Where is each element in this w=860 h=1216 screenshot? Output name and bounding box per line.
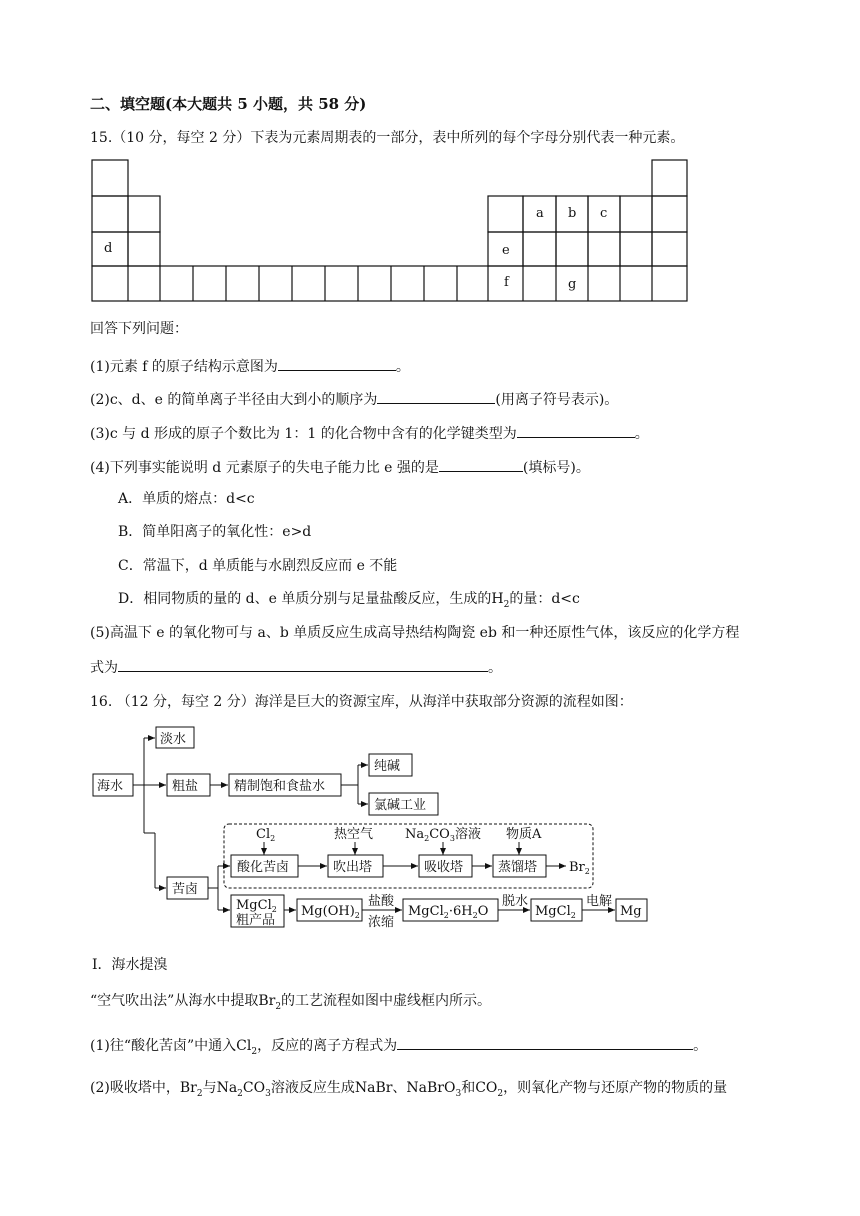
svg-text:Mg(OH)2: $Mg(OH)_2$	[301, 904, 360, 920]
svg-text:Cl2: $Cl_2$	[256, 827, 276, 843]
svg-text:氯碱工业: 氯碱工业	[374, 798, 427, 813]
svg-text:酸化苦卤: 酸化苦卤	[237, 860, 290, 875]
answer-blank[interactable]	[397, 1035, 693, 1050]
svg-text:MgCl2·6H2O: $MgCl_2\cdot 6H_2O$	[408, 904, 489, 920]
svg-text:粗产品: 粗产品	[236, 913, 276, 928]
q15-part4: (4)下列事实能说明 d 元素原子的失电子能力比 e 强的是 (填标号)。	[90, 457, 590, 477]
seawater-flow-diagram	[0, 718, 860, 938]
q16-question1: (1)往“酸化苦卤”中通入$Cl_2$，反应的离子方程式为 。	[90, 1035, 707, 1061]
answer-blank[interactable]	[377, 389, 495, 404]
answer-blank[interactable]	[439, 457, 523, 472]
svg-text:Mg: Mg	[620, 904, 642, 919]
answer-blank[interactable]	[278, 356, 396, 371]
q15-option-d: D．相同物质的量的 d、e 单质分别与足量盐酸反应，生成的$H_2$的量：d<c	[118, 591, 580, 610]
cell-d: d	[104, 241, 113, 256]
cell-f: f	[504, 275, 509, 290]
q15-option-b: B．简单阳离子的氧化性：e>d	[118, 524, 312, 540]
periodic-table	[0, 155, 860, 315]
svg-text:苦卤: 苦卤	[172, 882, 199, 897]
cell-e: e	[502, 243, 510, 258]
svg-text:Na2CO3溶液: $Na_2CO_3$溶液	[405, 827, 481, 843]
svg-text:淡水: 淡水	[160, 732, 187, 747]
q15-part1: (1)元素 f 的原子结构示意图为 。	[90, 356, 410, 376]
svg-text:电解: 电解	[586, 894, 613, 909]
q16-intro: 16. （12 分，每空 2 分）海洋是巨大的资源宝库，从海洋中获取部分资源的流程如图：	[90, 694, 633, 710]
q15-part5-line2: 式为 。	[90, 657, 502, 677]
svg-text:精制饱和食盐水: 精制饱和食盐水	[234, 779, 326, 794]
svg-text:蒸馏塔: 蒸馏塔	[498, 860, 538, 875]
svg-text:Br2: $Br_2$	[569, 860, 590, 876]
svg-text:物质A: 物质A	[506, 827, 542, 842]
q16-part1-desc: “空气吹出法”从海水中提取$Br_2$的工艺流程如图中虚线框内所示。	[90, 993, 492, 1012]
svg-text:浓缩: 浓缩	[368, 915, 395, 930]
q16-question2: (2)吸收塔中，$Br_2$与$Na_2CO_3$溶液反应生成NaBr、NaBrO$_3$和$CO_2$，则氧化产物与还原产物的物质的量	[90, 1080, 728, 1099]
svg-text:热空气: 热空气	[334, 827, 374, 842]
q15-option-c: C．常温下，d 单质能与水剧烈反应而 e 不能	[118, 558, 398, 574]
svg-text:海水: 海水	[97, 779, 124, 794]
cell-a: a	[536, 206, 544, 221]
cell-g: g	[568, 277, 577, 292]
section-heading: 二、填空题(本大题共 5 小题，共 58 分)	[90, 95, 367, 113]
q15-intro: 15.（10 分，每空 2 分）下表为元素周期表的一部分，表中所列的每个字母分别代表一种元素。	[90, 130, 685, 146]
cell-b: b	[568, 206, 577, 221]
svg-text:纯碱: 纯碱	[374, 759, 401, 774]
q15-answer-prompt: 回答下列问题：	[90, 321, 188, 337]
svg-text:粗盐: 粗盐	[172, 779, 199, 794]
q15-part5-line1: (5)高温下 e 的氧化物可与 a、b 单质反应生成高导热结构陶瓷 eb 和一种还原性气体，该反应的化学方程	[90, 625, 740, 641]
q15-option-a: A．单质的熔点：d<c	[118, 491, 255, 507]
svg-text:MgCl2: MgCl$_2$	[535, 904, 576, 920]
q15-part2: (2)c、d、e 的简单离子半径由大到小的顺序为 (用离子符号表示)。	[90, 389, 618, 409]
cell-c: c	[600, 206, 608, 221]
svg-text:MgCl2: MgCl$_2$	[236, 898, 277, 914]
svg-text:盐酸: 盐酸	[368, 894, 395, 909]
svg-text:脱水: 脱水	[502, 894, 529, 909]
q16-part1-heading: Ⅰ．海水提溴	[92, 957, 168, 973]
svg-text:吸收塔: 吸收塔	[424, 860, 464, 875]
svg-text:吹出塔: 吹出塔	[333, 860, 373, 875]
answer-blank[interactable]	[118, 657, 488, 672]
answer-blank[interactable]	[517, 423, 635, 438]
q15-part3: (3)c 与 d 形成的原子个数比为 1：1 的化合物中含有的化学键类型为 。	[90, 423, 649, 443]
